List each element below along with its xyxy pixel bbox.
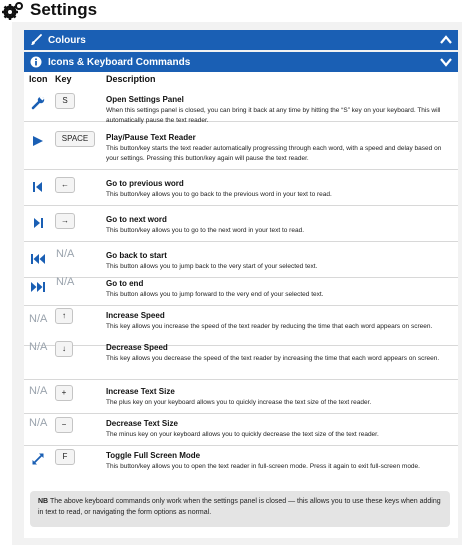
table-row (24, 444, 458, 482)
gears-icon (2, 1, 24, 21)
table-row (24, 412, 458, 446)
key-right-arrow[interactable]: → (55, 213, 75, 229)
command-title: Go to next word (106, 215, 167, 224)
command-title: Go to end (106, 279, 144, 288)
column-header-key: Key (55, 74, 72, 84)
key-not-applicable: N/A (56, 248, 75, 260)
command-title: Decrease Speed (106, 343, 168, 352)
key-plus[interactable]: + (55, 385, 73, 401)
expand-icon (30, 452, 46, 466)
command-title: Increase Text Size (106, 387, 175, 396)
play-icon (30, 134, 46, 148)
command-description: The plus key on your keyboard allows you to quickly increase the text size of the text reader. (106, 399, 372, 406)
chevron-down-icon[interactable] (440, 57, 452, 67)
page-title: Settings (30, 0, 98, 19)
table-row (24, 126, 458, 170)
icon-not-applicable: N/A (29, 417, 48, 429)
note-text: The above keyboard commands only work when the settings panel is closed — this allows you to use these keys when adding in text to read, or navigating the form options as normal. (38, 498, 441, 516)
key-space[interactable]: SPACE (55, 131, 95, 147)
brush-icon (30, 34, 42, 46)
key-up-arrow[interactable]: ↑ (55, 308, 73, 324)
icon-not-applicable: N/A (29, 385, 48, 397)
commands-section-label: Icons & Keyboard Commands (48, 57, 191, 68)
title-bar (0, 0, 474, 22)
key-f[interactable]: F (55, 449, 75, 465)
skip-to-end-icon (30, 280, 46, 294)
key-left-arrow[interactable]: ← (55, 177, 75, 193)
key-down-arrow[interactable]: ↓ (55, 341, 73, 357)
table-row (24, 272, 458, 306)
key-s[interactable]: S (55, 93, 75, 109)
command-title: Play/Pause Text Reader (106, 133, 196, 142)
command-description: This key allows you decrease the speed of the text reader by increasing the time that each word appears on screen. (106, 355, 440, 362)
column-header-icon: Icon (29, 74, 48, 84)
command-title: Toggle Full Screen Mode (106, 451, 201, 460)
key-not-applicable: N/A (56, 276, 75, 288)
command-title: Decrease Text Size (106, 419, 178, 428)
info-icon (30, 56, 42, 68)
colours-section-header[interactable] (24, 30, 458, 50)
icon-not-applicable: N/A (29, 341, 48, 353)
wrench-icon (30, 96, 46, 110)
step-forward-icon (30, 216, 46, 230)
command-title: Increase Speed (106, 311, 165, 320)
table-row (24, 380, 458, 414)
chevron-up-icon[interactable] (440, 35, 452, 45)
command-description: This button/key allows you to go back to the previous word in your text to read. (106, 191, 332, 198)
step-back-icon (30, 180, 46, 194)
command-description: This button/key allows you to open the text reader in full-screen mode. Press it again to exit full-screen mode. (106, 463, 420, 470)
icon-not-applicable: N/A (29, 313, 48, 325)
table-row (24, 88, 458, 122)
skip-to-start-icon (30, 252, 46, 266)
key-minus[interactable]: − (55, 417, 73, 433)
command-description: This button/key starts the text reader automatically progressing through each word, with a speed and delay based on your settings. Pressing this button/key again will pause the text reader. (106, 145, 442, 162)
command-title: Open Settings Panel (106, 95, 184, 104)
colours-section-label: Colours (48, 35, 86, 46)
table-row (24, 172, 458, 206)
command-description: This button allows you to jump forward to the very end of your selected text. (106, 291, 324, 298)
command-description: This key allows you increase the speed of the text reader by reducing the time that each word appears on screen. (106, 323, 433, 330)
command-title: Go to previous word (106, 179, 184, 188)
keyboard-note (30, 491, 450, 527)
commands-section-header[interactable] (24, 52, 458, 72)
table-row (24, 336, 458, 380)
command-description: This button/key allows you to go to the next word in your text to read. (106, 227, 304, 234)
command-description: This button allows you to jump back to the very start of your selected text. (106, 263, 318, 270)
command-description: When this settings panel is closed, you can bring it back at any time by hitting the “S” key on your keyboard. This will automatically pause the text reader. (106, 107, 441, 124)
table-row (24, 208, 458, 242)
commands-table (24, 72, 458, 538)
note-label: NB (38, 498, 49, 505)
command-title: Go back to start (106, 251, 167, 260)
column-header-description: Description (106, 74, 156, 84)
command-description: The minus key on your keyboard allows you to quickly decrease the text size of the text reader. (106, 431, 379, 438)
